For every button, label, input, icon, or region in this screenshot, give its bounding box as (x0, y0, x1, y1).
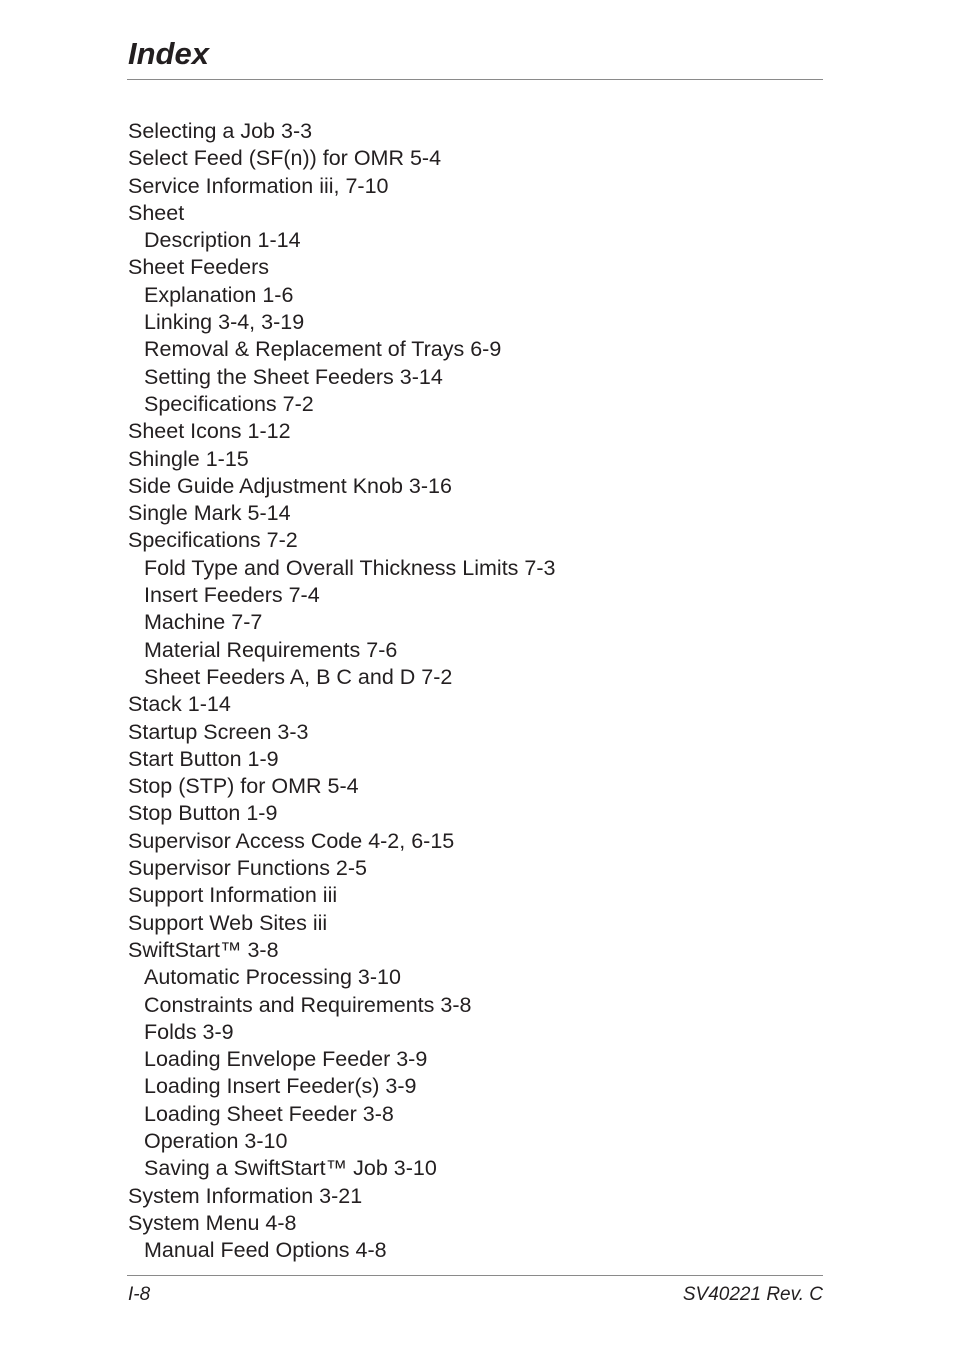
index-list (128, 118, 555, 1264)
index-subentry: Description 1-14 (144, 228, 301, 253)
footer-document-id: SV40221 Rev. C (682, 1284, 823, 1305)
index-subentry: Specifications 7-2 (144, 391, 314, 416)
index-subentry: Sheet Feeders A, B C and D 7-2 (144, 664, 453, 689)
index-subentry: Fold Type and Overall Thickness Limits 7-3 (144, 555, 556, 580)
index-entry: System Menu 4-8 (128, 1210, 297, 1235)
index-entry: System Information 3-21 (128, 1183, 363, 1208)
index-entry: Stop (STP) for OMR 5-4 (128, 774, 359, 799)
index-entry: Select Feed (SF(n)) for OMR 5-4 (128, 146, 442, 171)
header-divider (127, 79, 823, 80)
index-entry: Shingle 1-15 (128, 446, 249, 471)
index-subentry: Loading Insert Feeder(s) 3-9 (144, 1074, 417, 1099)
footer-divider (127, 1275, 823, 1276)
index-subentry: Insert Feeders 7-4 (144, 583, 320, 608)
index-subentry: Setting the Sheet Feeders 3-14 (144, 364, 443, 389)
index-entry: Single Mark 5-14 (128, 501, 291, 526)
index-subentry: Explanation 1-6 (144, 282, 294, 307)
index-subentry: Loading Sheet Feeder 3-8 (144, 1101, 394, 1126)
index-entry: Selecting a Job 3-3 (128, 119, 313, 143)
index-entry: Support Information iii (128, 883, 338, 908)
index-entry: Service Information iii, 7-10 (128, 173, 389, 198)
index-entry: Specifications 7-2 (128, 528, 298, 553)
index-subentry: Linking 3-4, 3-19 (144, 310, 305, 335)
index-entry: Supervisor Access Code 4-2, 6-15 (128, 828, 455, 853)
index-entry: Side Guide Adjustment Knob 3-16 (128, 473, 452, 498)
index-subentry: Manual Feed Options 4-8 (144, 1238, 387, 1263)
index-entry: Stop Button 1-9 (128, 801, 278, 826)
index-subentry: Constraints and Requirements 3-8 (144, 992, 472, 1017)
index-subentry: Machine 7-7 (144, 610, 263, 635)
index-entry: Stack 1-14 (128, 692, 231, 717)
index-subentry: Automatic Processing 3-10 (144, 965, 401, 990)
index-subentry: Operation 3-10 (144, 1128, 288, 1153)
index-entry: Supervisor Functions 2-5 (128, 856, 367, 881)
index-subentry: Material Requirements 7-6 (144, 637, 398, 662)
index-entry: Start Button 1-9 (128, 746, 279, 771)
index-entry: Support Web Sites iii (128, 910, 328, 935)
footer-page-number: I-8 (128, 1284, 151, 1305)
index-subentry: Saving a SwiftStart™ Job 3-10 (144, 1156, 437, 1181)
index-subentry: Removal & Replacement of Trays 6-9 (144, 337, 502, 362)
index-entry: Sheet Feeders (128, 255, 270, 280)
index-entry: Sheet Icons 1-12 (128, 419, 291, 444)
index-subentry: Folds 3-9 (144, 1019, 234, 1044)
index-entry: Sheet (128, 200, 185, 225)
index-subentry: Loading Envelope Feeder 3-9 (144, 1047, 428, 1072)
page-title: Index (128, 36, 209, 71)
index-entry: SwiftStart™ 3-8 (128, 937, 279, 962)
index-entry: Startup Screen 3-3 (128, 719, 309, 744)
